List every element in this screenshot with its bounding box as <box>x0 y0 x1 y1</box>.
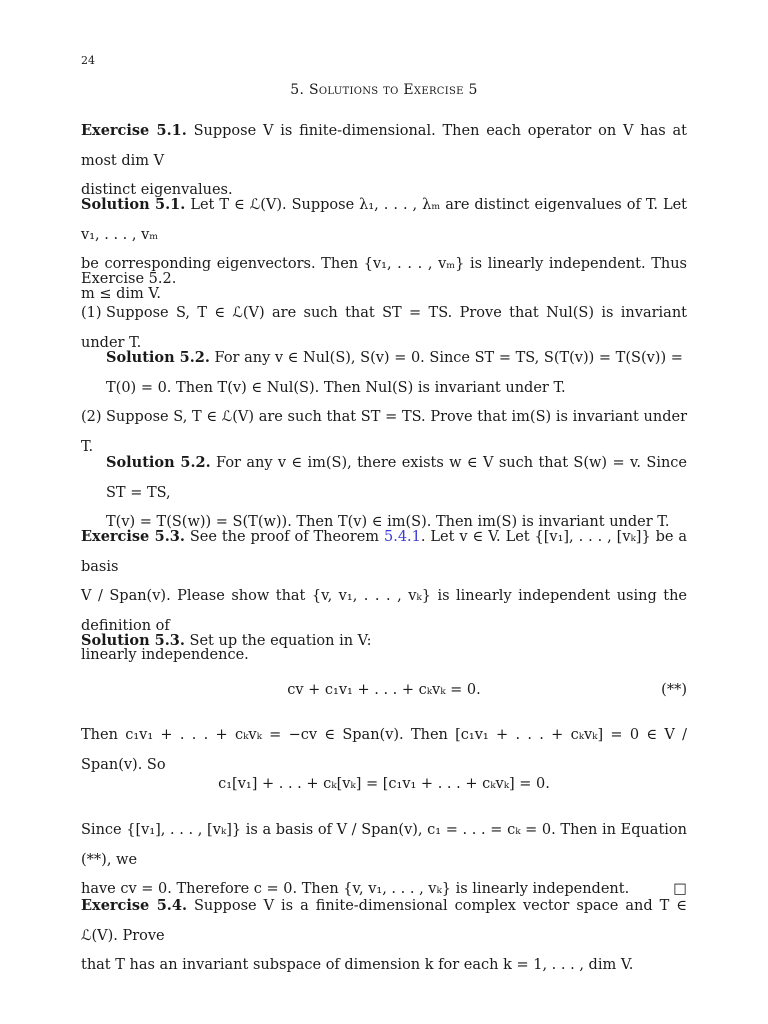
theorem-link[interactable]: 5.4.1 <box>383 529 421 545</box>
solution-text: For any v ∈ Nul(S), S(v) = 0. Since ST = TS, S(T(v)) = T(S(v)) = <box>214 350 683 366</box>
solution-label: Solution 5.2. <box>106 349 210 366</box>
exercise-text: See the proof of Theorem <box>189 529 380 545</box>
exercise-text: . Let v ∈ V. Let {[v₁], . . . , [vₖ]} be a basis <box>81 529 688 575</box>
exercise-label: Exercise 5.3. <box>81 528 185 545</box>
exercise-5-4 <box>81 891 687 981</box>
item-text: Suppose S, T ∈ ℒ(V) are such that ST = TS. Prove that im(S) is invariant under T. <box>81 409 687 455</box>
solution-label: Solution 5.1. <box>81 196 186 213</box>
solution-text: Let T ∈ ℒ(V). Suppose λ₁, . . . , λₘ are distinct eigenvalues of T. Let v₁, . . . , vₘ <box>81 197 688 243</box>
solution-text: For any v ∈ im(S), there exists w ∈ V such that S(w) = v. Since ST = TS, <box>106 455 687 501</box>
equation-star <box>81 680 687 700</box>
equation-tag: (**) <box>661 682 687 698</box>
qed-icon: □ <box>673 881 687 897</box>
solution-5-2-part-1 <box>106 343 687 403</box>
solution-text: T(v) = T(S(w)) = S(T(w)). Then T(v) ∈ im(S). Then im(S) is invariant under T. <box>106 514 670 530</box>
solution-5-3 <box>81 626 687 657</box>
item-marker: (1) <box>81 305 102 321</box>
equation-body: cv + c₁v₁ + . . . + cₖvₖ = 0. <box>287 682 481 698</box>
solution-text: Then c₁v₁ + . . . + cₖvₖ = −cv ∈ Span(v). Then [c₁v₁ + . . . + cₖvₖ] = 0 ∈ V / Span(v). So <box>81 727 687 773</box>
equation-2: c₁[v₁] + . . . + cₖ[vₖ] = [c₁v₁ + . . . + cₖvₖ] = 0. <box>218 776 550 792</box>
exercise-label: Exercise 5.4. <box>81 897 187 914</box>
solution-label: Solution 5.3. <box>81 632 185 649</box>
solution-text: Since {[v₁], . . . , [vₖ]} is a basis of V / Span(v), c₁ = . . . = cₖ = 0. Then in Equation (**), we <box>81 822 687 868</box>
solution-text: T(0) = 0. Then T(v) ∈ Nul(S). Then Nul(S) is invariant under T. <box>106 379 566 396</box>
exercise-text: V / Span(v). Please show that {v, v₁, . . . , vₖ} is linearly independent using the definition of <box>81 588 687 634</box>
section-title: 5. Solutions to Exercise 5 <box>290 82 478 98</box>
solution-text: have cv = 0. Therefore c = 0. Then {v, v₁, . . . , vₖ} is linearly independent. <box>81 881 630 897</box>
solution-text: be corresponding eigenvectors. Then {v₁, . . . , vₘ} is linearly independent. Thus m ≤ dim V. <box>81 256 687 302</box>
exercise-label: Exercise 5.1. <box>81 122 187 139</box>
exercise-text: distinct eigenvalues. <box>81 182 233 198</box>
exercise-5-2-label: Exercise 5.2. <box>81 271 177 287</box>
solution-label: Solution 5.2. <box>106 454 211 471</box>
exercise-text: Suppose V is finite-dimensional. Then each operator on V has at most dim V <box>81 123 687 169</box>
page-number: 24 <box>81 54 95 67</box>
item-text: Suppose S, T ∈ ℒ(V) are such that ST = TS. Prove that Nul(S) is invariant under T. <box>81 305 687 351</box>
exercise-text: that T has an invariant subspace of dimension k for each k = 1, . . . , dim V. <box>81 957 634 973</box>
exercise-text: linearly independence. <box>81 647 249 663</box>
exercise-text: Suppose V is a finite-dimensional complex vector space and T ∈ ℒ(V). Prove <box>81 898 688 944</box>
item-marker: (2) <box>81 409 102 425</box>
solution-text: Set up the equation in V: <box>189 633 372 649</box>
